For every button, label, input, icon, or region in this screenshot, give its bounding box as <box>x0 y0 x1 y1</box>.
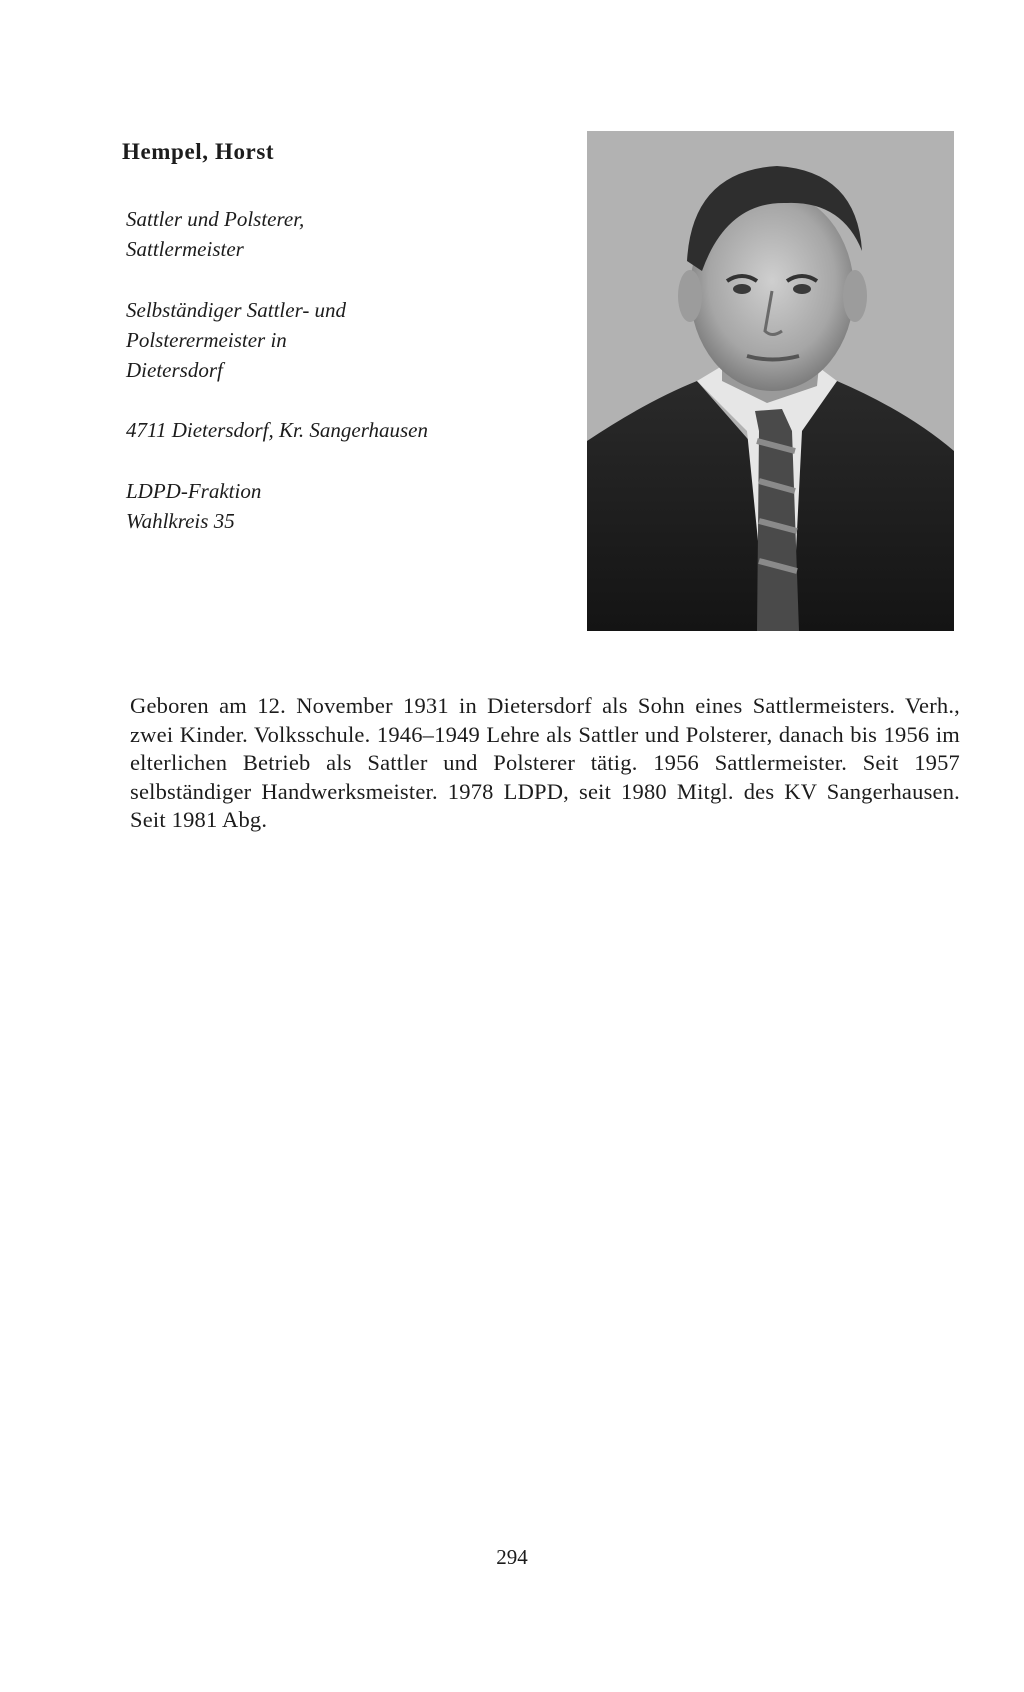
occupation <box>126 204 566 264</box>
address-line: 4711 Dietersdorf, Kr. Sangerhausen <box>126 418 428 442</box>
position-line: Polsterermeister in <box>126 328 287 352</box>
portrait-photo <box>587 131 954 631</box>
biography-paragraph: Geboren am 12. November 1931 in Dietersdorf als Sohn eines Sattlermeisters. Verh., zwei Kinder. Volksschule. 1946–1949 Lehre als Sattler und Polsterer, danach bis 1956 im elterlichen Betrieb als Sattler und Polsterer tätig. 1956 Sattlermeister. Seit 1957 selbständiger Handwerksmeister. 1978 LDPD, seit 1980 Mitgl. des KV Sangerhausen. Seit 1981 Abg. <box>130 693 960 832</box>
member-name: Hempel, Horst <box>122 139 275 164</box>
address <box>126 415 566 445</box>
position-line: Selbständiger Sattler- und <box>126 298 347 322</box>
occupation-line: Sattlermeister <box>126 237 244 261</box>
current-position <box>126 295 566 385</box>
parliamentary-group <box>126 476 566 536</box>
fraction-line: LDPD-Fraktion <box>126 479 262 503</box>
portrait-illustration <box>587 131 954 631</box>
occupation-line: Sattler und Polsterer, <box>126 207 305 231</box>
page-number: 294 <box>496 1545 528 1569</box>
constituency-line: Wahlkreis 35 <box>126 509 235 533</box>
position-line: Dietersdorf <box>126 358 223 382</box>
